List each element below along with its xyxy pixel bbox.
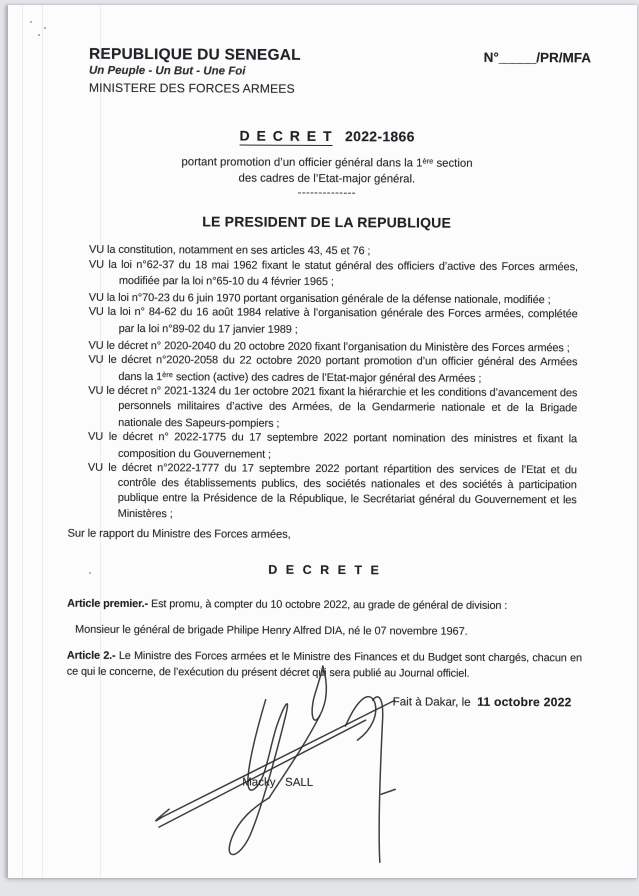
signature-stroke (159, 719, 366, 828)
vu-text-cont: section (active) des cadres de l’Etat-major général des Armées ; (172, 370, 482, 385)
vu-item (89, 241, 578, 260)
article-1-label: Article premier.- (67, 597, 149, 610)
article-2-label: Article 2.- (66, 649, 116, 663)
signature-stroke (372, 697, 383, 862)
republic-title: REPUBLIQUE DU SENEGAL (89, 45, 301, 64)
vu-text: VU le décret n° 2020-2040 du 20 octobre 2020 fixant l’organisation du Ministère des Forces armées ; (88, 339, 570, 354)
letterhead-left (89, 46, 301, 98)
place-date-text: Fait à Dakar, le (392, 695, 478, 709)
vu-text: VU la constitution, notamment en ses articles 43, 45 et 76 ; (88, 243, 371, 258)
vu-text: VU la loi n° 84-62 du 16 août 1984 relative à l’organisation générale des Forces armées, complétée par la loi n°89-02 du 17 janvier 1989 ; (88, 306, 578, 336)
president-heading: LE PRESIDENT DE LA REPUBLIQUE (202, 213, 452, 231)
letterhead (88, 45, 592, 100)
signer-name: Macky SALL (242, 776, 314, 789)
ministry-name: MINISTERE DES FORCES ARMEES (88, 80, 295, 96)
signature-stroke (156, 699, 395, 822)
decree-title-label: D E C R E T (239, 127, 334, 145)
decree-subtitle-line2: des cadres de l’Etat-major général. (238, 172, 416, 185)
vu-item (89, 257, 578, 291)
vu-item (88, 461, 577, 524)
article-1 (67, 596, 582, 614)
vu-text: VU le décret n° 2021-1324 du 1er octobre 2021 fixant la hiérarchie et les conditions d’avancement des personnels militaires d’active des Armées, de la Gendarmerie nationale et de la Brigade nationale des Sapeurs-pompiers ; (88, 385, 578, 430)
subtitle-superscript: ère (422, 156, 434, 166)
decrete-heading: D E C R E T E (268, 562, 382, 577)
national-motto: Un Peuple - Un But - Une Foi (88, 64, 246, 78)
report-line: Sur le rapport du Ministre des Forces armées, (67, 527, 291, 541)
subtitle-text-cont: section (433, 157, 473, 170)
vu-item (89, 305, 578, 339)
vu-superscript: ère (162, 369, 173, 379)
vu-item (88, 384, 577, 432)
subtitle-text: portant promotion d’un officier général dans la 1 (181, 156, 423, 170)
promoted-officer-line: Monsieur le général de brigade Philipe Henry Alfred DIA, né le 07 novembre 1967. (75, 623, 468, 638)
decree-title-number: 2022-1866 (345, 128, 415, 145)
vu-text: VU le décret n°2020-2058 du 22 octobre 2020 portant promotion d’un officier général des Armées dans la 1 (88, 353, 578, 383)
vu-text: VU la loi n°70-23 du 6 juin 1970 portant organisation générale de la défense nationale, modifiée ; (88, 291, 551, 306)
vu-text: VU la loi n°62-37 du 18 mai 1962 fixant le statut général des officiers d’active des Forces armées, modifiée par la loi n°65-10 du 4 février 1965 ; (88, 258, 578, 289)
vu-text: VU le décret n°2022-1777 du 17 septembre 2022 portant répartition des services de l’Etat et du contrôle des établissements publics, des sociétés nationales et des sociétés à participation publique entre la Présidence de la République, le Secrétariat général du Gouvernement et les Ministères ; (87, 462, 577, 521)
scanned-page (7, 5, 637, 878)
decree-subtitle (69, 152, 584, 189)
vu-list (88, 241, 578, 524)
place-date-line (393, 694, 572, 709)
vu-text: VU le décret n° 2022-1775 du 17 septembre 2022 portant nomination des ministres et fixant la composition du Gouvernement ; (88, 430, 578, 461)
dashed-separator: -------------- (297, 186, 357, 200)
article-2-text: Le Ministre des Forces armées et le Ministre des Finances et du Budget sont chargés, chacun en ce qui le concerne, de l’exécution du présent décret qui sera publié au Journal officiel. (66, 650, 582, 680)
signature-stroke (345, 697, 375, 741)
article-2 (67, 649, 582, 683)
signature-date: 11 octobre 2022 (477, 694, 572, 710)
article-1-text: Est promu, à compter du 10 octobre 2022, au grade de général de division : (148, 597, 508, 612)
decree-title (70, 127, 585, 148)
decree-number-reference: N°_____/PR/MFA (483, 49, 592, 66)
vu-item (88, 353, 577, 387)
vu-item (88, 430, 577, 464)
document-content (4, 3, 638, 879)
signature-stroke (381, 789, 395, 794)
